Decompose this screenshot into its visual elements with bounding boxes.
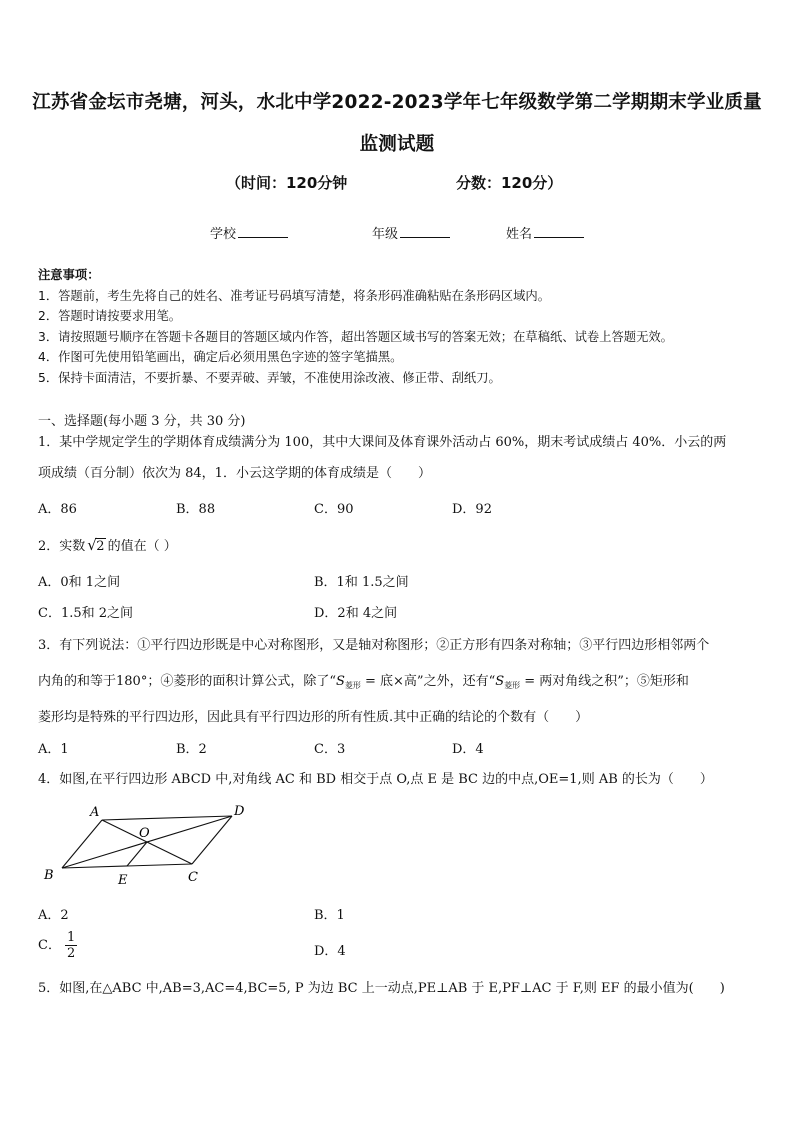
- area-subscript: 菱形: [504, 681, 521, 690]
- area-symbol: S: [495, 674, 505, 689]
- q1-option-a: A．86: [38, 502, 77, 517]
- note-item: 2．答题时请按要求用笔。: [38, 309, 182, 324]
- q5-line1: 5．如图,在△ABC 中,AB=3,AC=4,BC=5, P 为边 BC 上一动点,PE⊥AB 于 E,PF⊥AC 于 F,则 EF 的最小值为( ): [38, 981, 725, 996]
- notes-block: [38, 265, 768, 389]
- label-e: E: [118, 873, 128, 888]
- parallelogram-figure: [38, 798, 258, 890]
- q1-line1: 1．某中学规定学生的学期体育成绩满分为 100，其中大课间及体育课外活动占 60%，期末考试成绩占 40%．小云的两: [38, 435, 727, 450]
- q2-option-d: D．2和 4之间: [314, 606, 398, 621]
- side-dc: [192, 816, 232, 864]
- q1-option-d: D．92: [452, 502, 492, 517]
- grade-blank[interactable]: [400, 225, 450, 238]
- q1-option-b: B．88: [176, 502, 216, 517]
- q3-line2-part-a: 内角的和等于180°；④菱形的面积计算公式，除了“: [38, 674, 336, 689]
- note-item: 1．答题前，考生先将自己的姓名、准考证号码填写清楚，将条形码准确粘贴在条形码区域内。: [38, 288, 550, 303]
- q2-option-a: A．0和 1之间: [38, 575, 121, 590]
- exam-title-line2: 监测试题: [359, 134, 435, 155]
- grade-label: 年级: [372, 227, 399, 242]
- q3-option-b: B．2: [176, 742, 207, 757]
- exam-title-line1: 江苏省金坛市尧塘，河头，水北中学2022-2023学年七年级数学第二学期期末学业质量: [32, 92, 762, 113]
- q3-line3: 菱形均是特殊的平行四边形，因此具有平行四边形的所有性质.其中正确的结论的个数有（ ）: [38, 710, 589, 725]
- q4-option-b: B．1: [314, 908, 345, 923]
- q3-line1: 3．有下列说法：①平行四边形既是中心对称图形，又是轴对称图形；②正方形有四条对称轴；③平行四边形相邻两个: [38, 638, 710, 653]
- q4-option-c-prefix: C．: [38, 938, 61, 953]
- label-b: B: [44, 868, 54, 883]
- time-limit: （时间：120分钟: [226, 174, 348, 192]
- q3-option-d: D．4: [452, 742, 484, 757]
- q4-option-d: D．4: [314, 944, 346, 959]
- total-score: 分数：120分）: [456, 174, 563, 192]
- notes-heading: 注意事项：: [38, 268, 100, 282]
- fraction-numerator: 1: [66, 930, 76, 945]
- q1-line2: 项成绩（百分制）依次为 84，1．小云这学期的体育成绩是（ ）: [38, 466, 431, 481]
- label-c: C: [188, 870, 198, 885]
- q2-option-c: C．1.5和 2之间: [38, 606, 134, 621]
- q3-option-c: C．3: [314, 742, 346, 757]
- student-info-fields: [0, 223, 794, 245]
- fraction: [65, 930, 77, 961]
- name-blank[interactable]: [534, 225, 584, 238]
- school-field: [210, 223, 288, 242]
- q4-option-c: [38, 930, 77, 961]
- sqrt-expression: √ 2: [87, 536, 105, 554]
- name-label: 姓名: [506, 227, 533, 242]
- q2-suffix: 的值在（ ）: [107, 539, 177, 554]
- section-heading: 一、选择题(每小题 3 分，共 30 分): [38, 414, 246, 429]
- q3-line2: [38, 670, 689, 691]
- side-ad: [102, 816, 232, 820]
- area-symbol: S: [335, 674, 345, 689]
- q4-option-a: A．2: [38, 908, 69, 923]
- label-d: D: [234, 804, 245, 819]
- time-score-line: [0, 172, 794, 194]
- q4-line1: 4．如图,在平行四边形 ABCD 中,对角线 AC 和 BD 相交于点 O,点 E 是 BC 边的中点,OE=1,则 AB 的长为（ ）: [38, 772, 713, 787]
- q2-stem: [38, 535, 177, 554]
- school-blank[interactable]: [238, 225, 288, 238]
- q3-line2-part-b: = 底×高”之外，还有“: [360, 674, 496, 689]
- school-label: 学校: [210, 227, 237, 242]
- note-item: 5．保持卡面清洁，不要折暴、不要弄破、弄皱，不准使用涂改液、修正带、刮纸刀。: [38, 370, 501, 385]
- side-ab: [62, 820, 102, 868]
- area-subscript: 菱形: [344, 681, 361, 690]
- q2-prefix: 2．实数: [38, 539, 86, 554]
- q3-option-a: A．1: [38, 742, 69, 757]
- grade-field: [372, 223, 450, 242]
- q2-option-b: B．1和 1.5之间: [314, 575, 409, 590]
- note-item: 4．作图可先使用铅笔画出，确定后必须用黑色字迹的签字笔描黑。: [38, 350, 403, 365]
- name-field: [506, 223, 584, 242]
- label-a: A: [90, 805, 100, 820]
- q1-option-c: C．90: [314, 502, 354, 517]
- note-item: 3．请按照题号顺序在答题卡各题目的答题区域内作答，超出答题区域书写的答案无效；在草稿纸、试卷上答题无效。: [38, 329, 673, 344]
- q3-line2-part-c: = 两对角线之积”；⑤矩形和: [520, 674, 689, 689]
- label-o: O: [139, 826, 150, 841]
- fraction-denominator: 2: [66, 946, 76, 961]
- q2-radicand: 2: [96, 539, 105, 554]
